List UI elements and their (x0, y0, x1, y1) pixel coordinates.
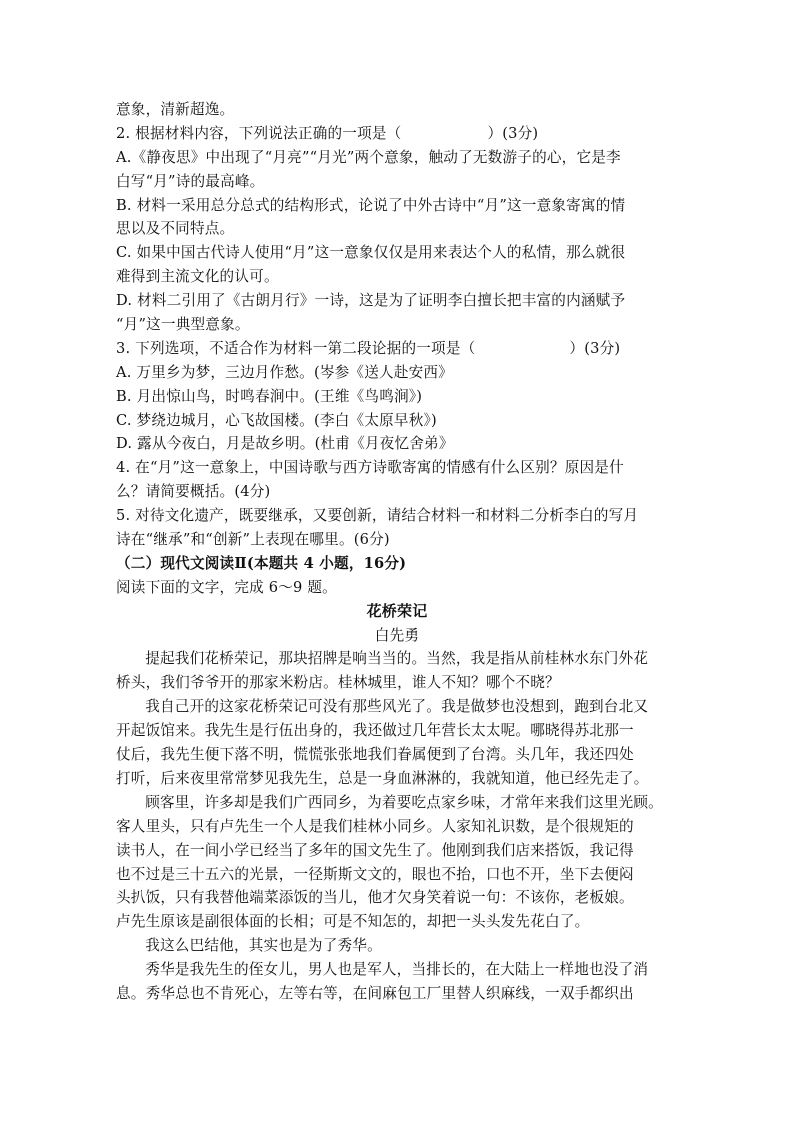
question-2-stem (116, 122, 678, 146)
question-4-line-2: 么？请简要概括。(4分) (116, 483, 271, 501)
question-5-line-2: 诗在“继承”和“创新”上表现在哪里。(6分) (116, 531, 390, 549)
story-line: 读书人，在一间小学已经当了多年的国文先生了。他刚到我们店来搭饭，我记得 (116, 841, 634, 859)
question-3-stem (116, 337, 678, 361)
story-line: 我自己开的这家花桥荣记可没有那些风光了。我是做梦也没想到，跑到台北又 (145, 698, 649, 716)
story-line: 提起我们花桥荣记，那块招牌是响当当的。当然，我是指从前桂林水东门外花 (145, 650, 649, 668)
story-author: 白先勇 (374, 626, 420, 644)
q2-option-c-cont: 难得到主流文化的认可。 (116, 268, 279, 286)
story-line: 顾客里，许多却是我们广西同乡，为着要吃点家乡味，才常年来我们这里光顾。 (145, 793, 663, 811)
story-line: 也不过是三十五六的光景，一径斯斯文文的，眼也不抬，口也不开，坐下去便闷 (116, 865, 634, 883)
story-line: 卢先生原该是副很体面的长相；可是不知怎的，却把一头头发先花白了。 (116, 913, 590, 931)
section-heading: （二）现代文阅读Ⅱ(本题共 4 小题，16分) (116, 554, 407, 572)
q2-option-c: C. 如果中国古代诗人使用“月”这一意象仅仅是用来表达个人的私情，那么就很 (116, 244, 626, 262)
q2-option-d-cont: “月”这一典型意象。 (116, 316, 250, 334)
story-body (116, 647, 678, 1005)
story-line: 息。秀华总也不肯死心，左等右等，在间麻包工厂里替人织麻线，一双手都织出 (116, 984, 634, 1002)
story-line: 仗后，我先生便下落不明，慌慌张张地我们眷属便到了台湾。头几年，我还四处 (116, 746, 634, 764)
q2-option-a-cont: 白写“月”诗的最高峰。 (116, 172, 265, 190)
question-5-line-1: 5. 对待文化遗产，既要继承，又要创新，请结合材料一和材料二分析李白的写月 (116, 507, 639, 525)
story-line: 桥头，我们爷爷开的那家米粉店。桂林城里，谁人不知？哪个不晓？ (116, 674, 560, 692)
story-line: 秀华是我先生的侄女儿，男人也是军人，当排长的，在大陆上一样地也没了消 (145, 961, 649, 979)
section-instruction: 阅读下面的文字，完成 6～9 题。 (116, 578, 337, 596)
document-page (116, 98, 678, 1006)
q2-option-a: A.《静夜思》中出现了“月亮”“月光”两个意象，触动了无数游子的心，它是李 (116, 148, 621, 166)
q3-option-c: C. 梦绕边城月，心飞故国楼。(李白《太原早秋》) (116, 411, 437, 429)
q2-option-b-cont: 思以及不同特点。 (116, 220, 235, 238)
story-line: 开起饭馆来。我先生是行伍出身的，我还做过几年营长太太呢。哪晓得苏北那一 (116, 722, 634, 740)
q3-option-d: D. 露从今夜白，月是故乡明。(杜甫《月夜忆舍弟》 (116, 435, 454, 453)
story-line: 打听，后来夜里常常梦见我先生，总是一身血淋淋的，我就知道，他已经先走了。 (116, 769, 649, 787)
story-line: 客人里头，只有卢先生一个人是我们桂林小同乡。人家知礼识数，是个很规矩的 (116, 817, 634, 835)
q2-option-d: D. 材料二引用了《古朗月行》一诗，这是为了证明李白擅长把丰富的内涵赋予 (116, 292, 626, 310)
question-3-score: ）(3分) (569, 339, 621, 357)
story-line: 头扒饭，只有我替他端菜添饭的当儿，他才欠身笑着说一句：不该你，老板娘。 (116, 889, 634, 907)
question-3-stem-text: 3. 下列选项，不适合作为材料一第二段论据的一项是（ (116, 339, 476, 357)
q3-option-a: A. 万里乡为梦，三边月作愁。(岑参《送人赴安西》 (116, 363, 453, 381)
q2-option-b: B. 材料一采用总分总式的结构形式，论说了中外古诗中“月”这一意象寄寓的情 (116, 196, 626, 214)
question-2-stem-text: 2. 根据材料内容，下列说法正确的一项是（ (116, 124, 402, 142)
q3-option-b: B. 月出惊山鸟，时鸣春涧中。(王维《鸟鸣涧》) (116, 387, 423, 405)
material-end-line: 意象，清新超逸。 (116, 101, 235, 118)
story-title: 花桥荣记 (366, 601, 428, 620)
question-4-line-1: 4. 在“月”这一意象上，中国诗歌与西方诗歌寄寓的情感有什么区别？原因是什 (116, 459, 624, 477)
story-line: 我这么巴结他，其实也是为了秀华。 (145, 937, 382, 955)
question-2-score: ）(3分) (487, 124, 539, 142)
